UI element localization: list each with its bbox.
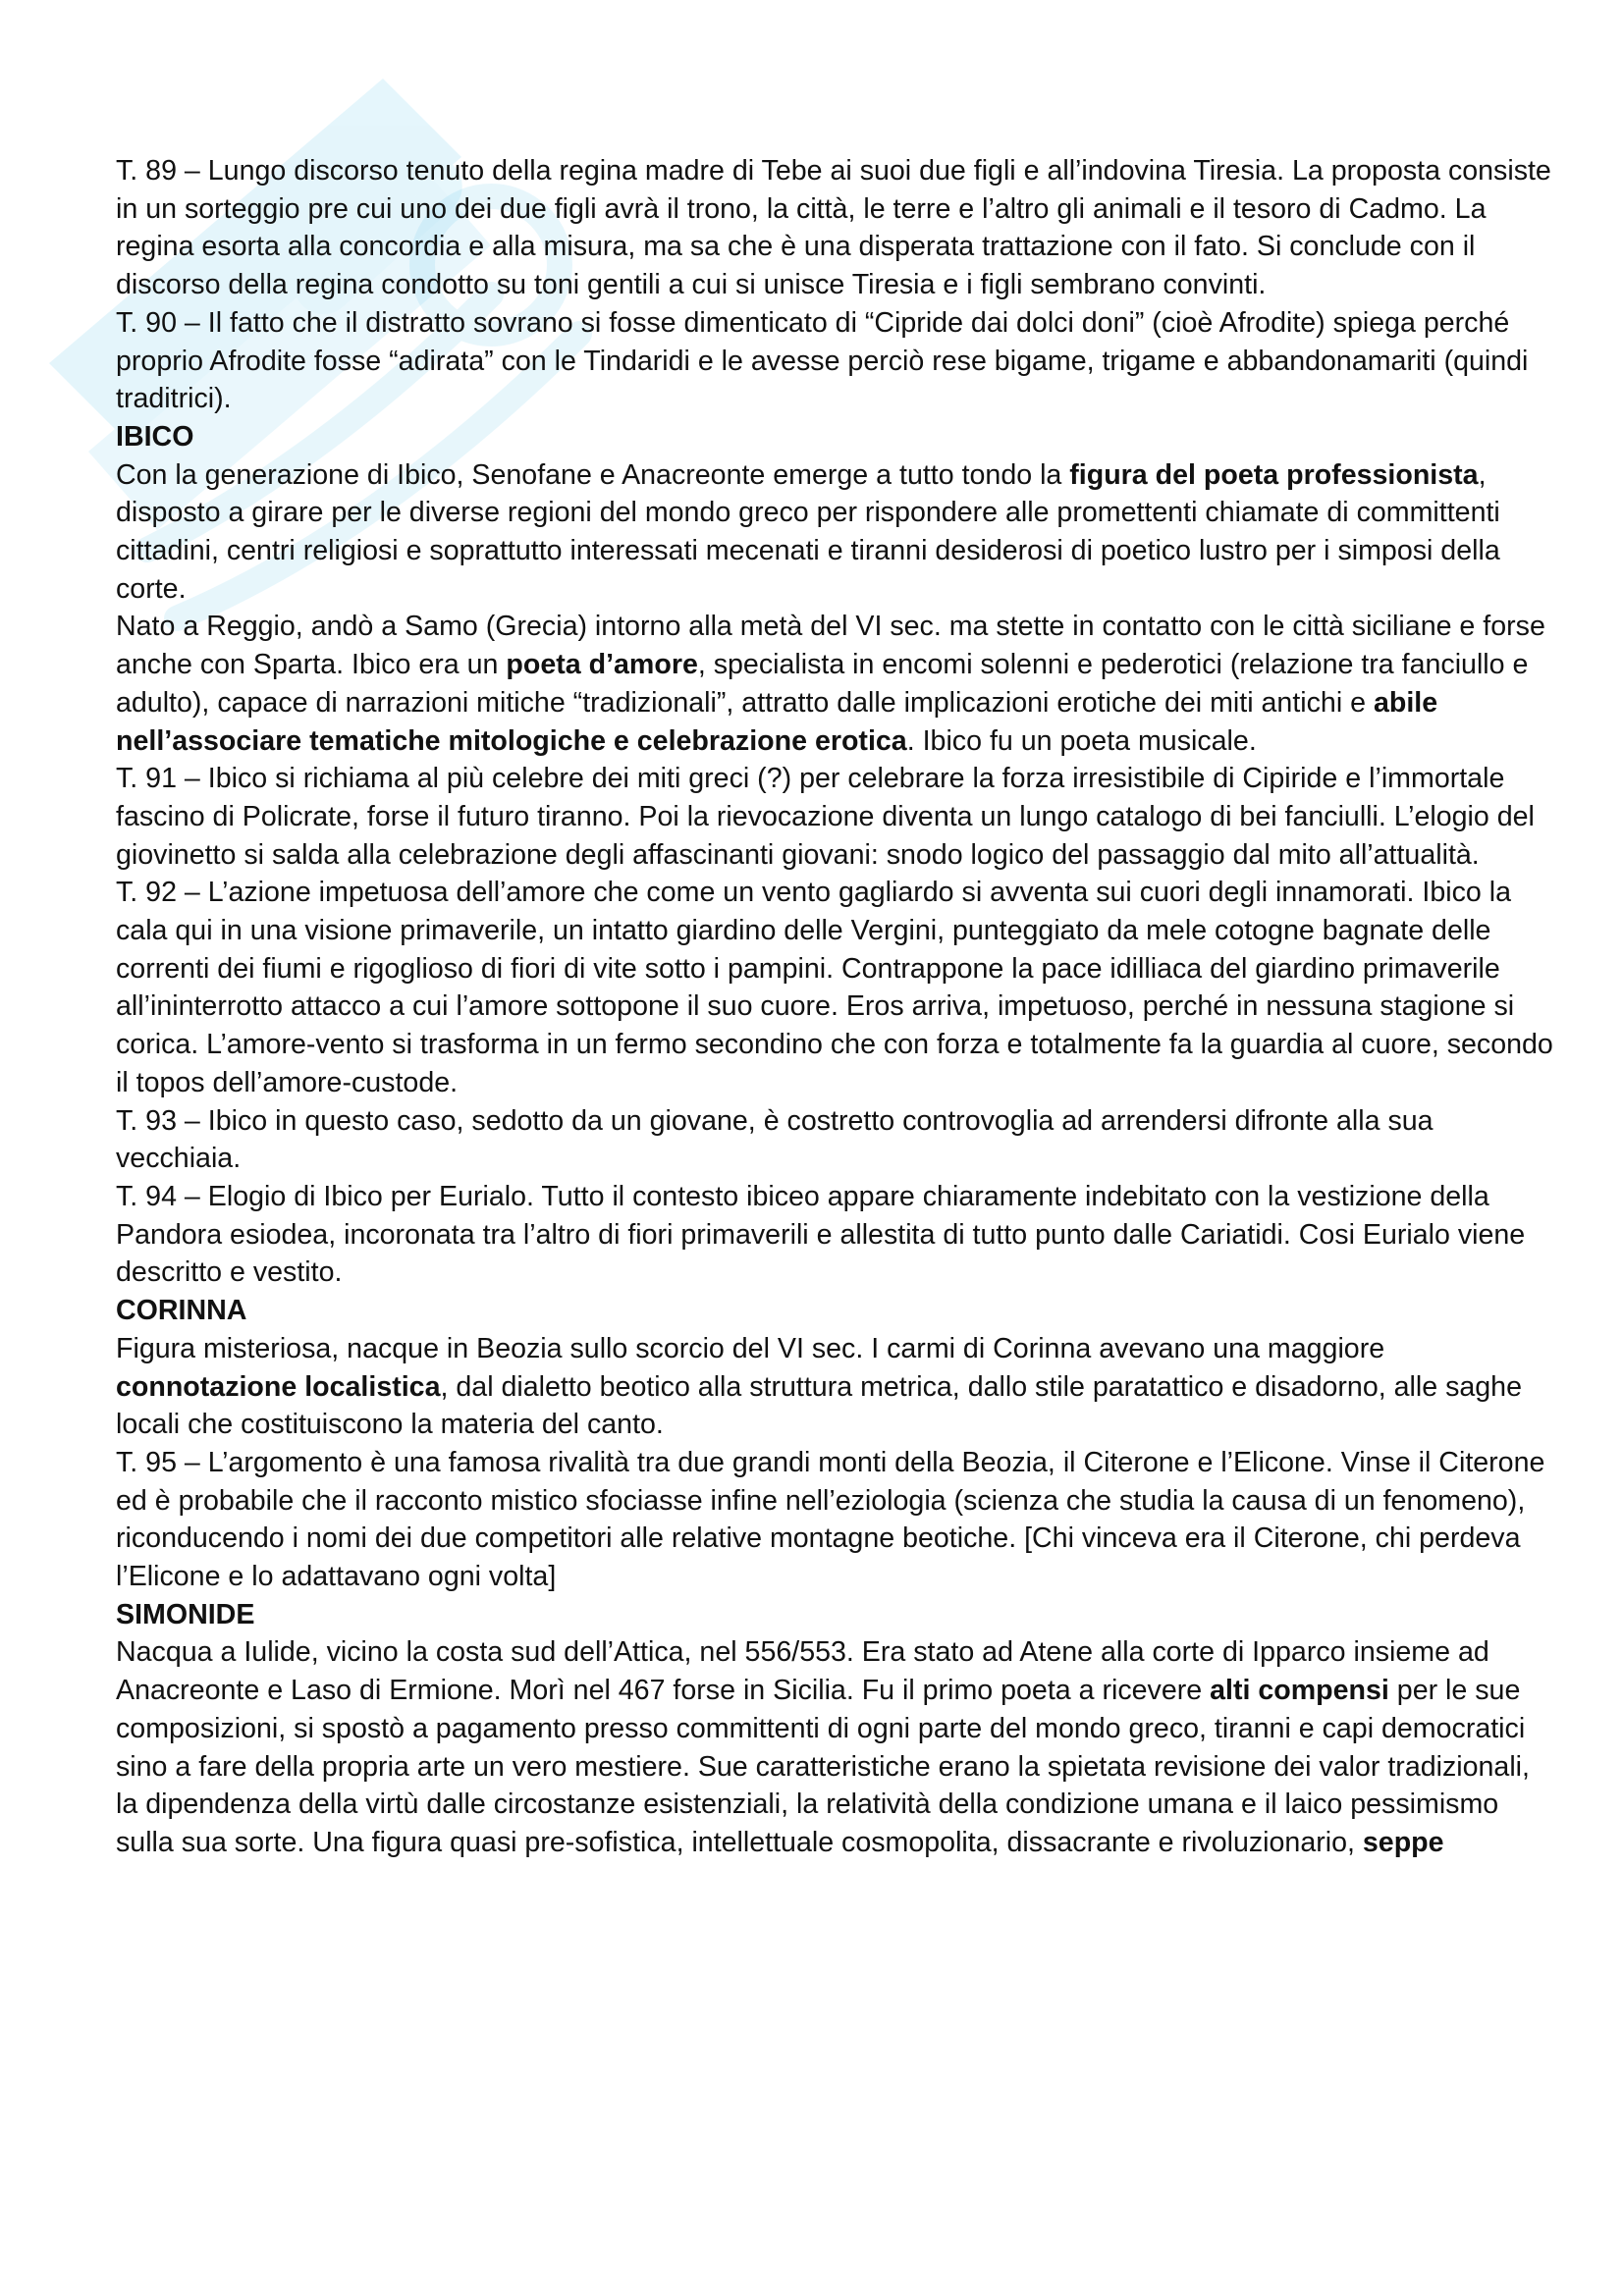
text-run: Nacqua a Iulide, vicino la costa sud dell’Attica, nel 556/553. Era stato ad Atene alla corte di Ipparco insieme ad Anacreonte e Laso di Ermione. Morì nel 467 forse in Sicilia. Fu il primo poeta a ricevere <box>116 1636 1489 1707</box>
text-run: T. 94 – Elogio di Ibico per Eurialo. Tutto il contesto ibiceo appare chiaramente indebitato con la vestizione della Pandora esiodea, incoronata tra l’altro di fiori primaverili e allestita di tutto punto dalle Cariatidi. Cosi Eurialo viene descritto e vestito. <box>116 1180 1526 1289</box>
text-run: . Ibico fu un poeta musicale. <box>906 724 1257 757</box>
text-run: Nato a Reggio, andò a Samo (Grecia) intorno alla metà del VI sec. ma stette in contatto con le città siciliane e forse anche con Sparta. Ibico era un <box>116 611 1545 681</box>
bold-text: abile nell’associare tematiche mitologiche e celebrazione erotica <box>116 686 1438 757</box>
text-run: , disposto a girare per le diverse regioni del mondo greco per rispondere alle promettenti chiamate di committenti cittadini, centri religiosi e soprattutto interessati mecenati e tiranni desiderosi di poetico lustro per i simposi della corte. <box>116 458 1500 605</box>
bold-text: seppe <box>1362 1826 1444 1858</box>
text-run: T. 95 – L’argomento è una famosa rivalità tra due grandi monti della Beozia, il Citerone e l’Elicone. Vinse il Citerone ed è probabile che il racconto mistico sfociasse infine nell’eziologia (scienza che studia la causa di un fenomeno), riconducendo i nomi dei due competitori alle relative montagne beotiche. [Chi vinceva era il Citerone, chi perdeva l’Elicone e lo adattavano ogni volta] <box>116 1446 1545 1593</box>
text-run: T. 90 – Il fatto che il distratto sovrano si fosse dimenticato di “Cipride dai dolci doni” (cioè Afrodite) spiega perché proprio Afrodite fosse “adirata” con le Tindaridi e le avesse perciò rese bigame, trigame e abbandonamariti (quindi traditrici). <box>116 306 1529 415</box>
text-run: T. 91 – Ibico si richiama al più celebre dei miti greci (?) per celebrare la forza irresistibile di Cipiride e l’immortale fascino di Policrate, forse il futuro tiranno. Poi la rievocazione diventa un lungo catalogo di bei fanciulli. L’elogio del giovinetto si salda alla celebrazione degli affascinanti giovani: snodo logico del passaggio dal mito all’attualità. <box>116 763 1535 871</box>
text-run: Con la generazione di Ibico, Senofane e Anacreonte emerge a tutto tondo la <box>116 458 1070 491</box>
text-run: Figura misteriosa, nacque in Beozia sullo scorcio del VI sec. I carmi di Corinna avevano una maggiore <box>116 1332 1385 1364</box>
bold-text: poeta d’amore <box>506 649 698 681</box>
section-heading <box>116 1596 1559 1634</box>
section-heading <box>116 418 1559 456</box>
body-paragraph <box>116 1330 1559 1444</box>
body-paragraph <box>116 874 1559 1101</box>
section-heading <box>116 1292 1559 1330</box>
body-paragraph <box>116 1102 1559 1178</box>
bold-text: SIMONIDE <box>116 1598 255 1630</box>
bold-text: alti compensi <box>1210 1675 1389 1707</box>
text-run: T. 93 – Ibico in questo caso, sedotto da un giovane, è costretto controvoglia ad arrendersi difronte alla sua vecchiaia. <box>116 1104 1434 1175</box>
body-paragraph <box>116 608 1559 760</box>
bold-text: figura del poeta professionista <box>1069 458 1479 491</box>
body-paragraph <box>116 1633 1559 1861</box>
body-paragraph <box>116 456 1559 609</box>
text-run: T. 92 – L’azione impetuosa dell’amore che come un vento gagliardo si avventa sui cuori degli innamorati. Ibico la cala qui in una visione primaverile, un intatto giardino delle Vergini, punteggiato da mele cotogne bagnate delle correnti dei fiumi e rigoglioso di fiori di vite sotto i pampini. Contrappone la pace idilliaca del giardino primaverile all’ininterrotto attacco a cui l’amore sottopone il suo cuore. Eros arriva, impetuoso, perché in nessuna stagione si corica. L’amore-vento si trasforma in un fermo secondino che con forza e totalmente fa la guardia al cuore, secondo il topos dell’amore-custode. <box>116 877 1553 1098</box>
bold-text: connotazione localistica <box>116 1370 441 1403</box>
document-body <box>116 152 1559 1862</box>
body-paragraph <box>116 152 1559 304</box>
text-run: , specialista in encomi solenni e pederotici (relazione tra fanciullo e adulto), capace di narrazioni mitiche “tradizionali”, attratto dalle implicazioni erotiche dei miti antichi e <box>116 649 1529 719</box>
bold-text: CORINNA <box>116 1295 247 1327</box>
body-paragraph <box>116 760 1559 874</box>
text-run: per le sue composizioni, si spostò a pagamento presso committenti di ogni parte del mondo greco, tiranni e capi democratici sino a fare della propria arte un vero mestiere. Sue caratteristiche erano la spietata revisione dei valor tradizionali, la dipendenza della virtù dalle circostanze esistenziali, la relatività della condizione umana e il laico pessimismo sulla sua sorte. Una figura quasi pre-sofistica, intellettuale cosmopolita, dissacrante e rivoluzionario, <box>116 1675 1530 1858</box>
text-run: , dal dialetto beotico alla struttura metrica, dallo stile paratattico e disadorno, alle saghe locali che costituiscono la materia del canto. <box>116 1370 1522 1441</box>
bold-text: IBICO <box>116 420 194 453</box>
body-paragraph <box>116 1444 1559 1596</box>
text-run: T. 89 – Lungo discorso tenuto della regina madre di Tebe ai suoi due figli e all’indovina Tiresia. La proposta consiste in un sorteggio pre cui uno dei due figli avrà il trono, la città, le terre e l’altro gli animali e il tesoro di Cadmo. La regina esorta alla concordia e alla misura, ma sa che è una disperata trattazione con il fato. Si conclude con il discorso della regina condotto su toni gentili a cui si unisce Tiresia e i figli sembrano convinti. <box>116 155 1551 301</box>
body-paragraph <box>116 1178 1559 1292</box>
body-paragraph <box>116 304 1559 418</box>
